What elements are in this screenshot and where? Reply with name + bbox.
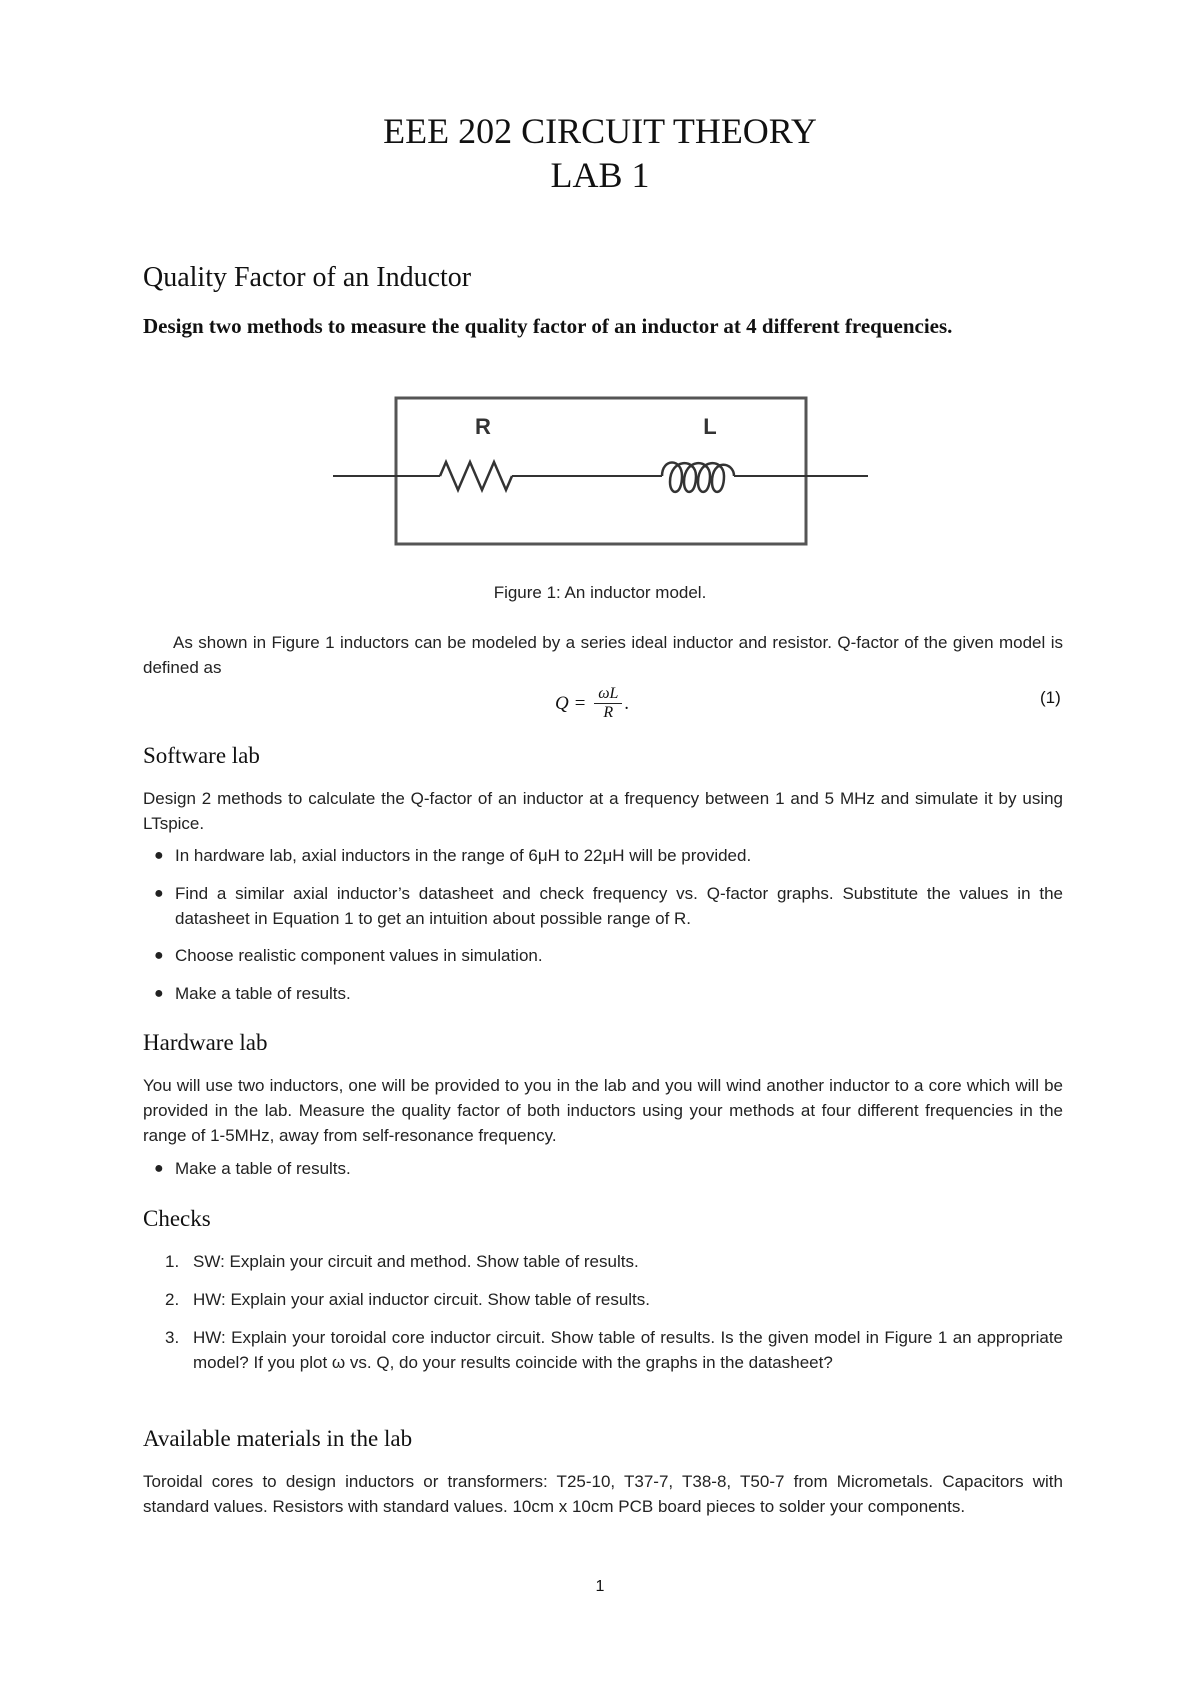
section-heading-checks: Checks bbox=[143, 1206, 211, 1231]
check-number: 2. bbox=[165, 1290, 180, 1309]
equation-period: . bbox=[624, 692, 630, 714]
section-heading-software-lab: Software lab bbox=[143, 743, 260, 768]
hardware-bullet-1 bbox=[154, 1156, 1063, 1181]
equation-q-factor bbox=[555, 685, 629, 722]
software-bullet-1 bbox=[154, 843, 1063, 868]
equation-number: (1) bbox=[1040, 688, 1061, 707]
section-heading-hardware-lab: Hardware lab bbox=[143, 1030, 268, 1055]
check-number: 3. bbox=[165, 1328, 180, 1347]
check-text: SW: Explain your circuit and method. Show table of results. bbox=[193, 1252, 639, 1271]
bullet-text: Make a table of results. bbox=[175, 984, 351, 1003]
intro-paragraph: As shown in Figure 1 inductors can be modeled by a series ideal inductor and resistor. Q-factor of the given model is defined as bbox=[143, 633, 1063, 677]
software-bullet-3 bbox=[154, 943, 1063, 968]
bullet-text: Find a similar axial inductor’s datasheet and check frequency vs. Q-factor graphs. Substitute the values in the datasheet in Equation 1 to get an intuition about possible range of R. bbox=[175, 884, 1063, 928]
resistor-label: R bbox=[475, 414, 491, 439]
bullet-dot: ● bbox=[154, 947, 164, 964]
section-lead: Design two methods to measure the quality factor of an inductor at 4 different frequencies. bbox=[143, 314, 953, 338]
check-text: HW: Explain your axial inductor circuit. Show table of results. bbox=[193, 1290, 650, 1309]
software-bullet-2 bbox=[154, 881, 1063, 931]
bullet-text: Choose realistic component values in simulation. bbox=[175, 946, 543, 965]
check-text: HW: Explain your toroidal core inductor circuit. Show table of results. Is the given model in Figure 1 an appropriate model? If you plot ω vs. Q, do your results coincide with the graphs in the datasheet? bbox=[193, 1328, 1063, 1372]
equation-denominator: R bbox=[603, 704, 614, 721]
bullet-dot: ● bbox=[154, 1160, 164, 1177]
doc-title-line1: EEE 202 CIRCUIT THEORY bbox=[383, 111, 817, 151]
circuit-diagram bbox=[330, 392, 870, 552]
bullet-dot: ● bbox=[154, 985, 164, 1002]
section-heading-quality: Quality Factor of an Inductor bbox=[143, 262, 472, 293]
check-item-1 bbox=[165, 1249, 1063, 1274]
materials-paragraph: Toroidal cores to design inductors or transformers: T25-10, T37-7, T38-8, T50-7 from Micrometals. Capacitors with standard values. Resistors with standard values. 10cm x 10cm PCB board pieces to solder your components. bbox=[143, 1472, 1063, 1516]
equation-lhs: Q = bbox=[555, 692, 587, 714]
section-heading-materials: Available materials in the lab bbox=[143, 1426, 413, 1451]
check-item-3 bbox=[165, 1325, 1063, 1375]
software-lab-paragraph: Design 2 methods to calculate the Q-factor of an inductor at a frequency between 1 and 5 MHz and simulate it by using LTspice. bbox=[143, 789, 1063, 833]
bullet-dot: ● bbox=[154, 847, 164, 864]
model-box bbox=[396, 398, 806, 544]
inductor-label: L bbox=[703, 414, 717, 439]
bullet-dot: ● bbox=[154, 885, 164, 902]
software-bullet-4 bbox=[154, 981, 1063, 1006]
resistor-symbol bbox=[440, 462, 512, 490]
equation-numerator: ωL bbox=[598, 685, 619, 702]
inductor-model-figure bbox=[330, 392, 870, 556]
bullet-text: Make a table of results. bbox=[175, 1159, 351, 1178]
doc-title-line2: LAB 1 bbox=[550, 155, 650, 195]
page-number: 1 bbox=[595, 1578, 605, 1595]
bullet-text: In hardware lab, axial inductors in the range of 6μH to 22μH will be provided. bbox=[175, 846, 752, 865]
figure-caption: Figure 1: An inductor model. bbox=[493, 583, 707, 602]
equation-fraction bbox=[594, 685, 622, 722]
check-item-2 bbox=[165, 1287, 1063, 1312]
hardware-lab-paragraph: You will use two inductors, one will be provided to you in the lab and you will wind another inductor to a core which will be provided in the lab. Measure the quality factor of both inductors using your methods at four different frequencies in the range of 1-5MHz, away from self-resonance frequency. bbox=[143, 1076, 1063, 1145]
check-number: 1. bbox=[165, 1252, 180, 1271]
inductor-coil-symbol bbox=[662, 463, 734, 492]
